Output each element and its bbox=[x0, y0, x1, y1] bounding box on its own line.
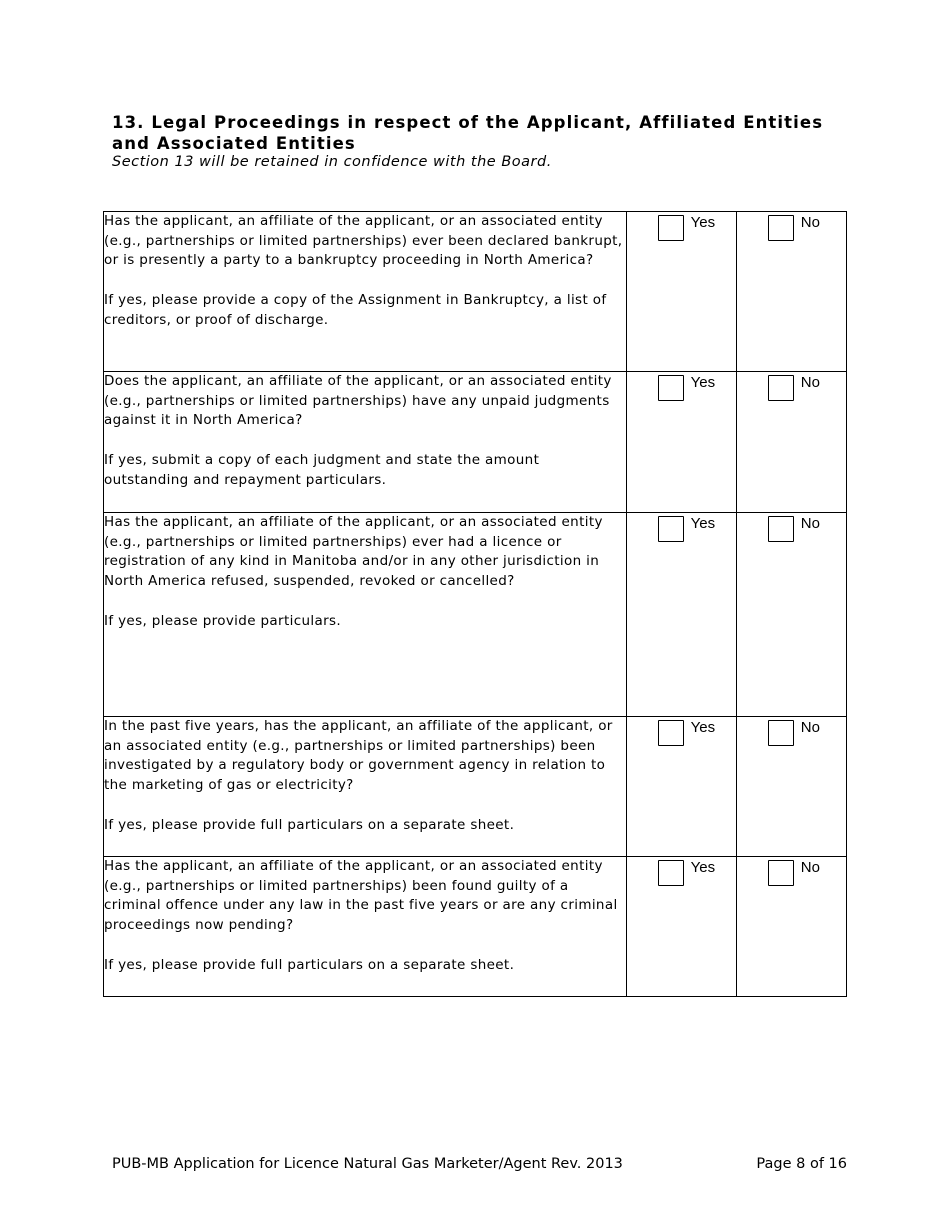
no-label: No bbox=[800, 214, 820, 231]
yes-option bbox=[626, 212, 736, 372]
question-row bbox=[104, 212, 847, 372]
footer-document-title: PUB-MB Application for Licence Natural Gas Marketer/Agent Rev. 2013 bbox=[112, 1156, 623, 1172]
question-text: In the past five years, has the applicant, an affiliate of the applicant, or an associated entity (e.g., partnerships or limited partnerships) been investigated by a regulatory body or government agency in relation to the marketing of gas or electricity? bbox=[104, 718, 613, 794]
no-label: No bbox=[800, 719, 820, 736]
no-checkbox[interactable] bbox=[768, 375, 794, 401]
no-checkbox[interactable] bbox=[768, 215, 794, 241]
no-checkbox[interactable] bbox=[768, 516, 794, 542]
no-option bbox=[736, 857, 846, 997]
yes-label: Yes bbox=[690, 719, 716, 736]
question-cell bbox=[104, 212, 627, 372]
section-title: 13. Legal Proceedings in respect of the Applicant, Affiliated Entities and Associated Entities bbox=[112, 113, 824, 153]
question-text: Does the applicant, an affiliate of the applicant, or an associated entity (e.g., partnerships or limited partnerships) have any unpaid judgments against it in North America? bbox=[104, 373, 612, 429]
question-row bbox=[104, 372, 847, 513]
yes-checkbox[interactable] bbox=[658, 215, 684, 241]
question-cell bbox=[104, 372, 627, 513]
no-checkbox[interactable] bbox=[768, 860, 794, 886]
yes-label: Yes bbox=[690, 214, 716, 231]
section-note: Section 13 will be retained in confidence with the Board. bbox=[112, 154, 552, 170]
question-followup: If yes, please provide full particulars on a separate sheet. bbox=[104, 956, 515, 973]
question-cell bbox=[104, 717, 627, 857]
question-followup: If yes, please provide particulars. bbox=[104, 612, 342, 629]
yes-label: Yes bbox=[690, 515, 716, 532]
yes-checkbox[interactable] bbox=[658, 720, 684, 746]
no-option bbox=[736, 513, 846, 717]
question-row bbox=[104, 717, 847, 857]
yes-checkbox[interactable] bbox=[658, 516, 684, 542]
no-label: No bbox=[800, 374, 820, 391]
question-cell bbox=[104, 857, 627, 997]
question-row bbox=[104, 513, 847, 717]
no-option bbox=[736, 717, 846, 857]
yes-option bbox=[626, 717, 736, 857]
yes-label: Yes bbox=[690, 859, 716, 876]
no-option bbox=[736, 372, 846, 513]
question-cell bbox=[104, 513, 627, 717]
question-text: Has the applicant, an affiliate of the applicant, or an associated entity (e.g., partnerships or limited partnerships) been found guilty of a criminal offence under any law in the past five years or are any criminal proceedings now pending? bbox=[104, 858, 618, 934]
question-text: Has the applicant, an affiliate of the applicant, or an associated entity (e.g., partnerships or limited partnerships) ever had a licence or registration of any kind in Manitoba and/or in any other jurisdiction in North America refused, suspended, revoked or cancelled? bbox=[104, 514, 603, 590]
question-text: Has the applicant, an affiliate of the applicant, or an associated entity (e.g., partnerships or limited partnerships) ever been declared bankrupt, or is presently a party to a bankruptcy proceeding in North America? bbox=[104, 213, 623, 269]
question-followup: If yes, please provide full particulars on a separate sheet. bbox=[104, 816, 515, 833]
no-label: No bbox=[800, 859, 820, 876]
question-row bbox=[104, 857, 847, 997]
yes-checkbox[interactable] bbox=[658, 860, 684, 886]
yes-checkbox[interactable] bbox=[658, 375, 684, 401]
questions-table bbox=[103, 211, 847, 997]
footer-page-number: Page 8 of 16 bbox=[756, 1156, 847, 1172]
question-followup: If yes, please provide a copy of the Assignment in Bankruptcy, a list of creditors, or proof of discharge. bbox=[104, 291, 607, 328]
no-checkbox[interactable] bbox=[768, 720, 794, 746]
yes-option bbox=[626, 513, 736, 717]
no-option bbox=[736, 212, 846, 372]
yes-option bbox=[626, 372, 736, 513]
yes-label: Yes bbox=[690, 374, 716, 391]
question-followup: If yes, submit a copy of each judgment and state the amount outstanding and repayment particulars. bbox=[104, 451, 540, 488]
yes-option bbox=[626, 857, 736, 997]
no-label: No bbox=[800, 515, 820, 532]
